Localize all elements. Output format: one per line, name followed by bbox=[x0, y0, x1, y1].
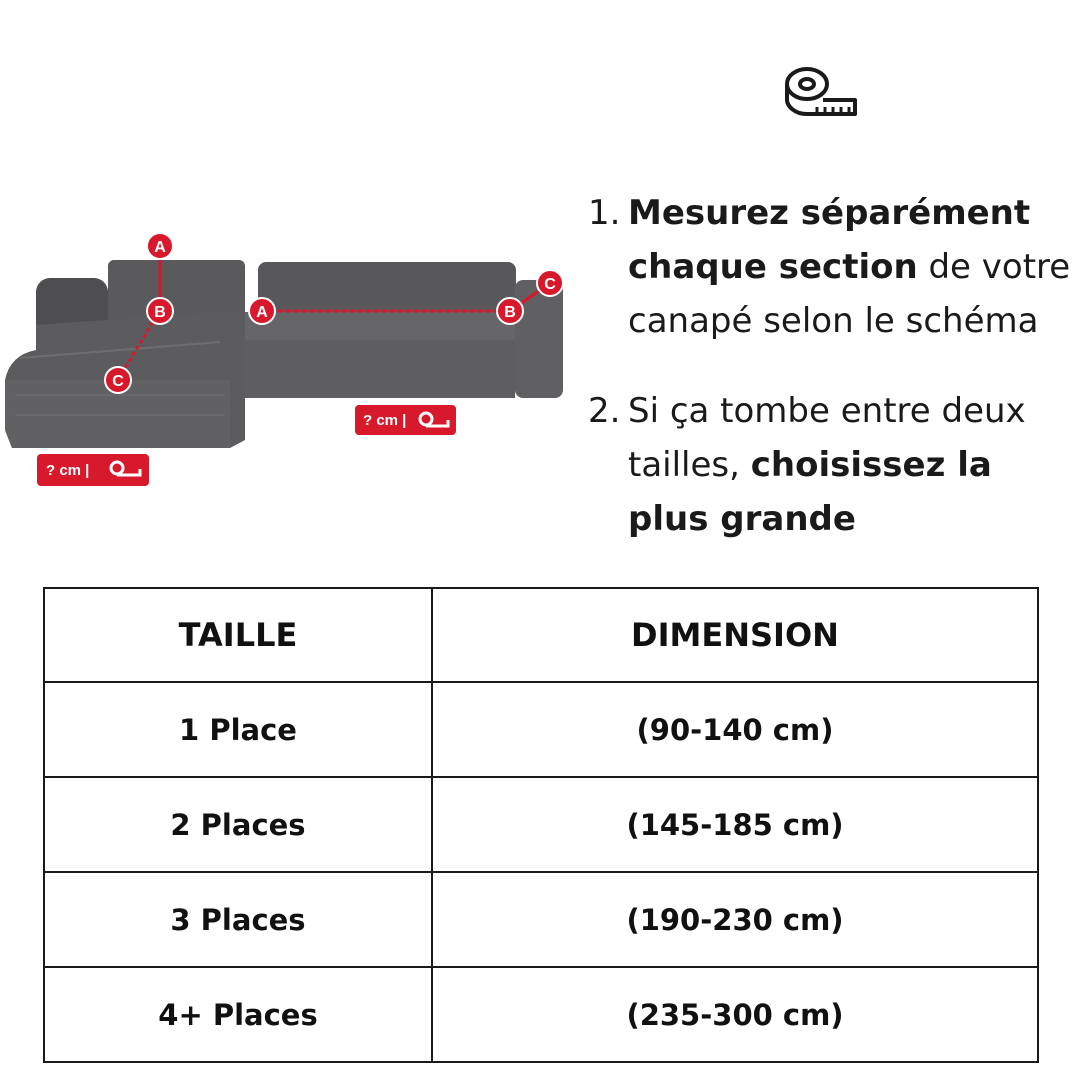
label-b-right bbox=[497, 298, 523, 324]
size-cell: 4+ Places bbox=[44, 967, 432, 1062]
column-header-size: TAILLE bbox=[44, 588, 432, 682]
size-cell: 3 Places bbox=[44, 872, 432, 967]
step-text: Si ça tombe entre deux tailles, bbox=[628, 391, 1026, 485]
step-1 bbox=[588, 186, 1080, 348]
svg-text:C: C bbox=[544, 276, 556, 293]
size-cell: 1 Place bbox=[44, 682, 432, 777]
label-b-left bbox=[147, 298, 173, 324]
step-number: 1. bbox=[588, 193, 621, 233]
size-cell: 2 Places bbox=[44, 777, 432, 872]
step-text: de votre canapé selon le schéma bbox=[628, 247, 1071, 341]
sofa-diagram bbox=[0, 230, 580, 500]
measure-badge-right bbox=[355, 405, 456, 435]
step-number: 2. bbox=[588, 391, 621, 431]
dimension-cell: (145-185 cm) bbox=[432, 777, 1038, 872]
step-text-bold: choisissez la plus grande bbox=[628, 445, 992, 539]
column-header-dimension: DIMENSION bbox=[432, 588, 1038, 682]
left-sofa-section bbox=[5, 260, 245, 448]
table-header-row bbox=[44, 588, 1038, 682]
svg-text:C: C bbox=[112, 373, 124, 390]
dimension-cell: (190-230 cm) bbox=[432, 872, 1038, 967]
measure-badge-left bbox=[37, 454, 149, 486]
svg-text:? cm |: ? cm | bbox=[46, 462, 90, 479]
dimension-cell: (90-140 cm) bbox=[432, 682, 1038, 777]
table-row bbox=[44, 777, 1038, 872]
step-2 bbox=[588, 384, 1080, 546]
svg-text:A: A bbox=[256, 304, 268, 321]
label-a-right bbox=[249, 298, 275, 324]
table-row bbox=[44, 967, 1038, 1062]
dimension-cell: (235-300 cm) bbox=[432, 967, 1038, 1062]
svg-text:B: B bbox=[504, 304, 516, 321]
table-row bbox=[44, 872, 1038, 967]
label-c-left bbox=[105, 367, 131, 393]
table-row bbox=[44, 682, 1038, 777]
size-table bbox=[43, 587, 1039, 1063]
svg-text:A: A bbox=[154, 239, 166, 256]
label-c-right bbox=[537, 270, 563, 296]
svg-text:B: B bbox=[154, 304, 166, 321]
right-sofa-section bbox=[245, 262, 563, 398]
instructions-list bbox=[588, 186, 1080, 546]
step-text-bold: Mesurez séparément chaque section bbox=[628, 193, 1031, 287]
svg-text:? cm |: ? cm | bbox=[363, 412, 407, 429]
measuring-tape-icon bbox=[783, 64, 857, 120]
label-a-left bbox=[147, 233, 173, 259]
